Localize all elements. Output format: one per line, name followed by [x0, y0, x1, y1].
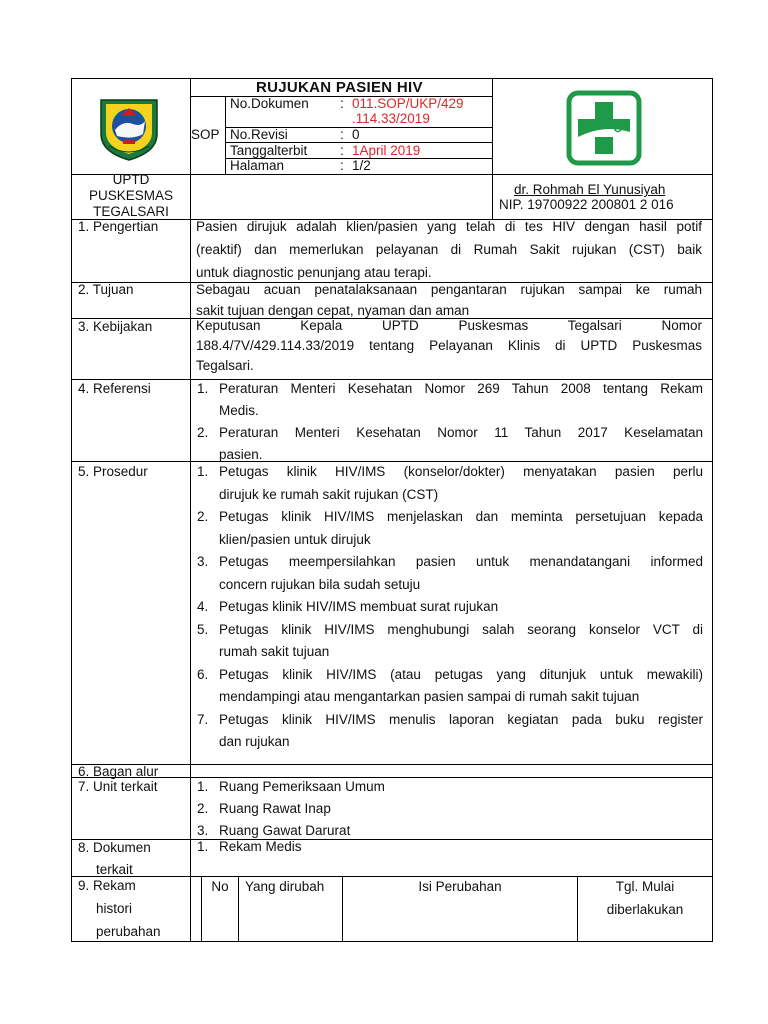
field-label-no-revisi: No.Revisi	[230, 127, 288, 142]
prosedur-1-line-2: dirujuk ke rumah sakit rujukan (CST)	[219, 486, 439, 502]
list-item-number: 2.	[197, 509, 209, 524]
list-item	[197, 798, 703, 820]
list-item-number: 6.	[197, 666, 209, 682]
field-sep-no-dokumen: :	[340, 96, 344, 111]
referensi-list	[197, 378, 703, 466]
document-title: RUJUKAN PASIEN HIV	[256, 79, 423, 96]
pengertian-line-1: Pasien dirujuk adalah klien/pasien yang telah di tes HIV dengan hasil potif	[196, 219, 702, 234]
signer-nip: NIP. 19700922 200801 2 016	[499, 197, 674, 212]
list-item	[197, 776, 703, 798]
dokumen-terkait-1: Rekam Medis	[219, 839, 302, 854]
regional-emblem-logo	[93, 90, 165, 162]
dokumen-terkait-list	[197, 838, 703, 856]
field-value-no-dokumen-line1: 011.SOP/UKP/429	[352, 96, 464, 111]
list-item	[197, 551, 703, 596]
history-col-isi-perubahan: Isi Perubahan	[418, 879, 502, 894]
tujuan-line-2: sakit tujuan dengan cepat, nyaman dan aman	[196, 303, 470, 318]
list-item-number: 7.	[197, 711, 209, 727]
history-col-yang-dirubah: Yang dirubah	[245, 879, 325, 894]
section-label-prosedur: 5. Prosedur	[78, 464, 148, 479]
list-item	[197, 422, 703, 466]
field-value-no-dokumen-line2: .114.33/2019	[352, 111, 430, 126]
list-item	[197, 506, 703, 551]
section-label-referensi: 4. Referensi	[78, 381, 151, 396]
section-body-pengertian	[196, 215, 702, 284]
kebijakan-line-3: Tegalsari.	[196, 358, 254, 373]
list-item	[197, 709, 703, 754]
list-item-number: 5.	[197, 621, 209, 637]
section-label-rekam-histori-line1: 9. Rekam	[78, 878, 136, 893]
prosedur-7-line-2: dan rujukan	[219, 734, 290, 749]
prosedur-6-line-2: mendampingi atau mengantarkan pasien sampai di rumah sakit tujuan	[219, 689, 640, 704]
list-item	[197, 664, 703, 709]
prosedur-3-line-2: concern rujukan bila sudah setuju	[219, 576, 421, 592]
prosedur-5-line-2: rumah sakit tujuan	[219, 644, 330, 659]
list-item-number: 3.	[197, 554, 209, 569]
prosedur-2-line-2: klien/pasien untuk dirujuk	[219, 531, 371, 547]
prosedur-1-line-1: Petugas klinik HIV/IMS (konselor/dokter) menyatakan pasien perlu	[219, 464, 703, 479]
list-item	[197, 596, 703, 619]
section-label-bagan-alur: 6. Bagan alur	[78, 764, 159, 779]
tujuan-line-1: Sebagau acuan penatalaksanaan pengantaran rujukan sampai ke rumah	[196, 282, 702, 297]
field-value-tanggal-terbit: 1April 2019	[352, 143, 421, 158]
sop-label: SOP	[191, 127, 220, 142]
list-item-number: 1.	[197, 464, 209, 479]
org-name-line2: PUSKESMAS	[88, 188, 174, 203]
field-value-no-revisi: 0	[352, 127, 360, 142]
field-label-halaman: Halaman	[230, 158, 285, 173]
field-label-tanggal-terbit: Tanggalterbit	[230, 143, 308, 158]
section-label-rekam-histori-line2: histori	[96, 901, 133, 916]
section-label-dokumen-terkait-line1: 8. Dokumen	[78, 840, 151, 855]
field-sep-halaman: :	[340, 158, 344, 173]
unit-terkait-3: Ruang Gawat Darurat	[219, 823, 351, 838]
pengertian-line-2: (reaktif) dan memerlukan pelayanan di Rumah Sakit rujukan (CST) baik	[196, 242, 702, 257]
referensi-2-line-2: pasien.	[219, 447, 263, 462]
section-label-dokumen-terkait-line2: terkait	[96, 862, 133, 877]
field-label-no-dokumen: No.Dokumen	[230, 96, 309, 111]
history-col-no: No	[211, 879, 229, 894]
signer-name: dr. Rohmah El Yunusiyah	[514, 182, 666, 197]
prosedur-7-line-1: Petugas klinik HIV/IMS menulis laporan kegiatan pada buku register	[219, 711, 703, 727]
section-body-tujuan	[196, 279, 702, 321]
prosedur-5-line-1: Petugas klinik HIV/IMS menghubungi salah seorang konselor VCT di	[219, 621, 703, 637]
section-label-kebijakan: 3. Kebijakan	[78, 319, 153, 334]
list-item	[197, 838, 703, 856]
section-label-rekam-histori-line3: perubahan	[96, 924, 161, 939]
unit-terkait-2: Ruang Rawat Inap	[219, 801, 331, 816]
history-col-tgl-mulai-line1: Tgl. Mulai	[615, 879, 675, 894]
history-col-tgl-mulai-line2: diberlakukan	[606, 902, 684, 917]
prosedur-6-line-1: Petugas klinik HIV/IMS (atau petugas yang ditunjuk untuk mewakili)	[219, 666, 703, 682]
list-item-number: 4.	[197, 599, 209, 614]
unit-terkait-1: Ruang Pemeriksaan Umum	[219, 779, 385, 794]
list-item-number: 1.	[197, 779, 209, 794]
list-item-number: 2.	[197, 801, 209, 816]
section-body-kebijakan	[196, 316, 702, 376]
referensi-1-line-2: Medis.	[219, 403, 259, 418]
puskesmas-health-logo	[566, 90, 642, 166]
section-label-pengertian: 1. Pengertian	[78, 219, 159, 234]
list-item	[197, 461, 703, 506]
field-sep-tanggal-terbit: :	[340, 143, 344, 158]
pengertian-line-3: untuk diagnostic penunjang atau terapi.	[196, 265, 432, 280]
prosedur-3-line-1: Petugas meempersilahkan pasien untuk menandatangani informed	[219, 554, 703, 569]
prosedur-4-line-1: Petugas klinik HIV/IMS membuat surat rujukan	[219, 599, 499, 614]
field-sep-no-revisi: :	[340, 127, 344, 142]
field-value-halaman: 1/2	[352, 158, 371, 173]
org-name-line1: UPTD	[112, 172, 150, 187]
prosedur-2-line-1: Petugas klinik HIV/IMS menjelaskan dan meminta persetujuan kepada	[219, 509, 703, 524]
org-name-line3: TEGALSARI	[93, 204, 169, 219]
list-item-number: 1.	[197, 839, 209, 854]
section-label-unit-terkait: 7. Unit terkait	[78, 779, 158, 794]
list-item-number: 3.	[197, 823, 209, 838]
prosedur-list	[197, 461, 703, 754]
list-item-number: 2.	[197, 425, 209, 440]
list-item	[197, 619, 703, 664]
referensi-2-line-1: Peraturan Menteri Kesehatan Nomor 11 Tahun 2017 Keselamatan	[219, 425, 703, 440]
referensi-1-line-1: Peraturan Menteri Kesehatan Nomor 269 Tahun 2008 tentang Rekam	[219, 381, 703, 396]
list-item	[197, 378, 703, 422]
kebijakan-line-2: 188.4/7V/429.114.33/2019 tentang Pelayanan Klinis di UPTD Puskesmas	[196, 338, 702, 353]
kebijakan-line-1: Keputusan Kepala UPTD Puskesmas Tegalsari Nomor	[196, 318, 702, 333]
section-label-tujuan: 2. Tujuan	[78, 282, 134, 297]
list-item-number: 1.	[197, 381, 209, 396]
unit-terkait-list	[197, 776, 703, 842]
